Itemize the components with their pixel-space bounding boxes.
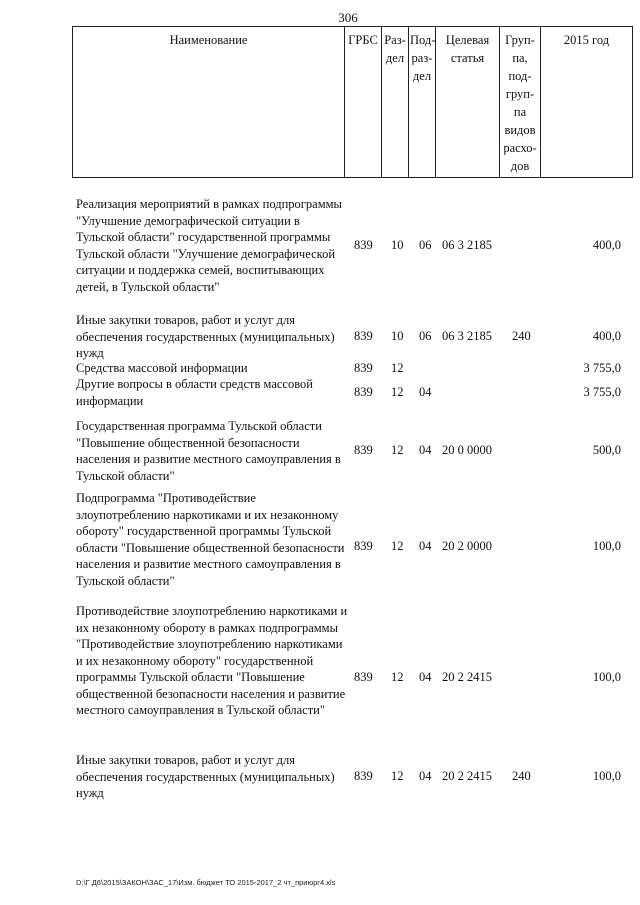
row-sum: 100,0	[592, 769, 621, 783]
row-celevaya: 20 2 0000	[442, 539, 492, 553]
row-grbs: 839	[354, 385, 373, 399]
row-podrazdel: 04	[419, 769, 432, 783]
row-podrazdel: 06	[419, 329, 432, 343]
row-razdel: 12	[391, 670, 404, 684]
row-name: Иные закупки товаров, работ и услуг для обеспечения государственных (муниципальных) нужд	[76, 313, 335, 360]
row-razdel: 10	[391, 329, 404, 343]
row-razdel: 12	[391, 361, 404, 375]
row-grbs: 839	[354, 329, 373, 343]
row-razdel: 12	[391, 385, 404, 399]
page-number: 306	[338, 10, 358, 25]
row-razdel: 12	[391, 443, 404, 457]
row-grbs: 839	[354, 769, 373, 783]
row-name: Иные закупки товаров, работ и услуг для обеспечения государственных (муниципальных) нужд	[76, 753, 335, 800]
row-podrazdel: 06	[419, 238, 432, 252]
table-header	[72, 26, 633, 178]
row-grbs: 839	[354, 539, 373, 553]
header-year: 2015 год	[541, 27, 633, 178]
row-podrazdel: 04	[419, 539, 432, 553]
row-celevaya: 06 3 2185	[442, 238, 492, 252]
row-gruppa: 240	[512, 329, 531, 343]
row-sum: 100,0	[592, 539, 621, 553]
row-name: Реализация мероприятий в рамках подпрограммы "Улучшение демографической ситуации в Тульской области" государственной программы Тульской области "Улучшение демографической ситуации и поддержка семей, воспитывающих детей, в Тульской области"	[76, 197, 342, 294]
row-grbs: 839	[354, 238, 373, 252]
footer-file-path: D:\Г Д6\2015\ЗАКОН\ЗАС_17\Изм. бюджет ТО 2015-2017_2 чт_приюрг4.xls	[76, 878, 336, 887]
row-podrazdel: 04	[419, 385, 432, 399]
row-name: Противодействие злоупотреблению наркотиками и их незаконному обороту в рамках подпрограммы "Противодействие злоупотреблению наркотиками и их незаконному обороту" государственной программы Тульской области "Повышение общественной безопасности населения и развитие местного самоуправления в Тульской области"	[76, 604, 348, 717]
header-name: Наименование	[73, 27, 345, 178]
row-sum: 500,0	[592, 443, 621, 457]
row-name: Государственная программа Тульской области "Повышение общественной безопасности населения и развитие местного самоуправления в Тульской области"	[76, 419, 341, 483]
row-sum: 3 755,0	[583, 385, 621, 399]
header-podrazdel: Под- раз- дел	[409, 27, 436, 178]
row-podrazdel: 04	[419, 443, 432, 457]
header-gruppa: Груп- па, под- груп- па видов расхо- дов	[500, 27, 541, 178]
row-razdel: 12	[391, 769, 404, 783]
row-celevaya: 20 2 2415	[442, 670, 492, 684]
row-razdel: 12	[391, 539, 404, 553]
header-celevaya: Целевая статья	[436, 27, 500, 178]
row-name: Подпрограмма "Противодействие злоупотреблению наркотиками и их незаконному обороту" государственной программы Тульской области "Повышение общественной безопасности населения и развитие местного самоуправления в Тульской области"	[76, 491, 345, 588]
row-sum: 400,0	[592, 238, 621, 252]
header-razdel: Раз- дел	[382, 27, 409, 178]
row-razdel: 10	[391, 238, 404, 252]
row-sum: 100,0	[592, 670, 621, 684]
row-sum: 400,0	[592, 329, 621, 343]
row-celevaya: 20 2 2415	[442, 769, 492, 783]
row-gruppa: 240	[512, 769, 531, 783]
header-grbs: ГРБС	[345, 27, 382, 178]
row-grbs: 839	[354, 443, 373, 457]
row-name: Средства массовой информации	[76, 361, 248, 375]
row-celevaya: 06 3 2185	[442, 329, 492, 343]
row-grbs: 839	[354, 670, 373, 684]
row-sum: 3 755,0	[583, 361, 621, 375]
row-name: Другие вопросы в области средств массовой информации	[76, 377, 313, 408]
row-podrazdel: 04	[419, 670, 432, 684]
row-celevaya: 20 0 0000	[442, 443, 492, 457]
row-grbs: 839	[354, 361, 373, 375]
